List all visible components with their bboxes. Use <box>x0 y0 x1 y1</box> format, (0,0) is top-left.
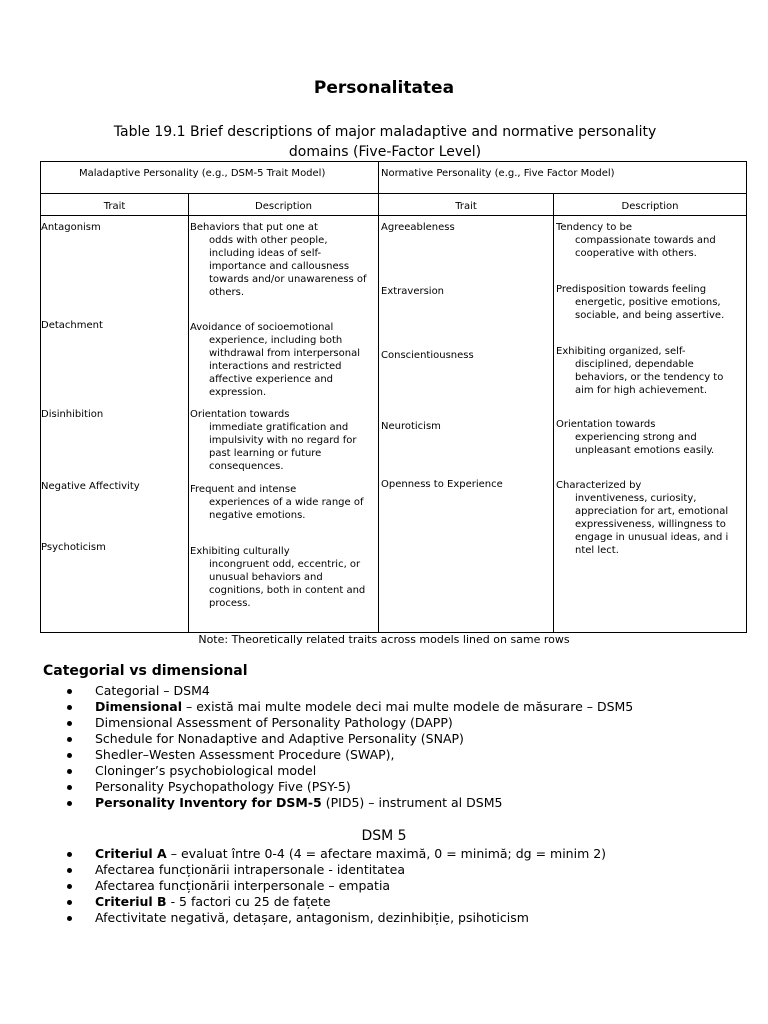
bullet-icon <box>67 916 72 921</box>
list-item-text: Afectarea funcționării interpersonale – empatia <box>95 878 391 893</box>
list-item-text: – evaluat între 0-4 (4 = afectare maximă, 0 = minimă; dg = minim 2) <box>166 846 607 861</box>
normative-trait: Agreeableness <box>381 222 455 233</box>
table-note: Note: Theoretically related traits across models lined on same rows <box>198 633 570 646</box>
table-caption-line2: domains (Five-Factor Level) <box>288 144 482 160</box>
list-item <box>41 894 606 910</box>
maladaptive-description <box>190 545 370 610</box>
normative-trait: Openness to Experience <box>381 479 503 490</box>
normative-description <box>556 221 740 260</box>
list-item-text: Afectarea funcționării intrapersonale - identitatea <box>95 862 406 877</box>
description-first-line: Frequent and intense <box>190 484 297 495</box>
table-border <box>40 193 746 194</box>
description-first-line: Avoidance of socioemotional <box>190 322 334 333</box>
description-first-line: Exhibiting organized, self- <box>556 346 686 357</box>
description-continuation: disciplined, dependable behaviors, or the tendency to aim for high achievement. <box>575 359 724 396</box>
bullet-icon <box>67 785 72 790</box>
description-first-line: Orientation towards <box>556 419 656 430</box>
description-continuation: compassionate towards and cooperative with others. <box>575 235 716 259</box>
description-first-line: Behaviors that put one at <box>190 222 318 233</box>
bullet-icon <box>67 801 72 806</box>
table-caption <box>50 122 720 162</box>
description-continuation: incongruent odd, eccentric, or unusual behaviors and cognitions, both in content and process. <box>209 559 366 609</box>
table-border <box>40 161 746 162</box>
column-header-description: Description <box>255 201 312 212</box>
column-header-trait: Trait <box>455 201 477 212</box>
dsm5-list <box>41 846 606 926</box>
group-header-maladaptive: Maladaptive Personality (e.g., DSM-5 Trait Model) <box>79 168 326 179</box>
list-item-text: Schedule for Nonadaptive and Adaptive Personality (SNAP) <box>95 731 464 746</box>
list-item <box>41 878 606 894</box>
description-continuation: experiencing strong and unpleasant emotions easily. <box>575 432 715 456</box>
list-item <box>41 846 606 862</box>
table-border <box>746 193 747 633</box>
description-first-line: Orientation towards <box>190 409 290 420</box>
list-item <box>41 779 633 795</box>
list-item <box>41 795 633 811</box>
bullet-icon <box>67 868 72 873</box>
column-header-description: Description <box>621 201 679 212</box>
list-item-bold: Criteriul A <box>95 846 167 861</box>
description-continuation: odds with other people, including ideas of self-importance and callousness towards and/or unawareness of others. <box>209 235 367 298</box>
table-border <box>378 193 379 633</box>
maladaptive-trait: Negative Affectivity <box>41 481 140 492</box>
normative-description <box>556 345 740 397</box>
description-first-line: Predisposition towards feeling <box>556 284 707 295</box>
list-item-text: Categorial – DSM4 <box>95 683 210 698</box>
table-border <box>553 193 554 633</box>
bullet-icon <box>67 721 72 726</box>
table-border <box>40 215 746 216</box>
list-item-text: Dimensional Assessment of Personality Pathology (DAPP) <box>95 715 453 730</box>
list-item <box>41 683 633 699</box>
maladaptive-description <box>190 408 370 473</box>
list-item <box>41 731 633 747</box>
list-item-text: Shedler–Westen Assessment Procedure (SWAP), <box>95 747 395 762</box>
list-item-text: - 5 factori cu 25 de fațete <box>166 894 331 909</box>
normative-description <box>556 418 740 457</box>
normative-trait: Conscientiousness <box>381 350 474 361</box>
bullet-icon <box>67 737 72 742</box>
list-item-text: Cloninger’s psychobiological model <box>95 763 317 778</box>
description-continuation: immediate gratification and impulsivity with no regard for past learning or future consequences. <box>209 422 357 472</box>
bullet-icon <box>67 884 72 889</box>
description-first-line: Characterized by <box>556 480 642 491</box>
table-border <box>746 161 747 194</box>
list-item <box>41 715 633 731</box>
list-item <box>41 747 633 763</box>
bullet-icon <box>67 900 72 905</box>
bullet-icon <box>67 689 72 694</box>
section-title-categorial: Categorial vs dimensional <box>43 663 248 679</box>
list-item <box>41 699 633 715</box>
list-item-text: – există mai multe modele deci mai multe modele de măsurare – DSM5 <box>182 699 634 714</box>
bullet-icon <box>67 705 72 710</box>
list-item-bold: Dimensional <box>95 699 182 714</box>
list-item <box>41 862 606 878</box>
description-continuation: inventiveness, curiosity, appreciation for art, emotional expressiveness, willingness to engage in unusual ideas, and i ntel lect. <box>575 493 729 556</box>
normative-description <box>556 479 740 557</box>
categorial-list <box>41 683 633 811</box>
section-title-dsm5: DSM 5 <box>361 828 407 844</box>
description-continuation: energetic, positive emotions, sociable, and being assertive. <box>575 297 725 321</box>
table-border <box>188 193 189 633</box>
maladaptive-description <box>190 221 370 299</box>
description-first-line: Exhibiting culturally <box>190 546 290 557</box>
description-first-line: Tendency to be <box>556 222 633 233</box>
maladaptive-trait: Psychoticism <box>41 542 106 553</box>
table-border <box>378 161 379 194</box>
list-item <box>41 910 606 926</box>
column-header-trait: Trait <box>103 201 126 212</box>
maladaptive-description <box>190 483 370 522</box>
maladaptive-description <box>190 321 370 399</box>
description-continuation: experience, including both withdrawal from interpersonal interactions and restricted affective experience and expression. <box>209 335 361 398</box>
list-item-bold: Personality Inventory for DSM-5 <box>95 795 322 810</box>
normative-trait: Neuroticism <box>381 421 441 432</box>
bullet-icon <box>67 769 72 774</box>
maladaptive-trait: Detachment <box>41 320 103 331</box>
list-item-bold: Criteriul B <box>95 894 167 909</box>
table-border <box>40 161 41 194</box>
maladaptive-trait: Disinhibition <box>41 409 104 420</box>
normative-trait: Extraversion <box>381 286 445 297</box>
page-title: Personalitatea <box>313 78 455 98</box>
list-item-text: Personality Psychopathology Five (PSY-5) <box>95 779 351 794</box>
bullet-icon <box>67 753 72 758</box>
list-item-text: (PID5) – instrument al DSM5 <box>321 795 503 810</box>
description-continuation: experiences of a wide range of negative emotions. <box>209 497 364 521</box>
group-header-normative: Normative Personality (e.g., Five Factor Model) <box>381 168 615 179</box>
table-caption-line1: Table 19.1 Brief descriptions of major maladaptive and normative personality <box>113 124 657 140</box>
maladaptive-trait: Antagonism <box>41 222 101 233</box>
normative-description <box>556 283 740 322</box>
bullet-icon <box>67 852 72 857</box>
list-item-text: Afectivitate negativă, detașare, antagonism, dezinhibiție, psihoticism <box>95 910 529 925</box>
list-item <box>41 763 633 779</box>
